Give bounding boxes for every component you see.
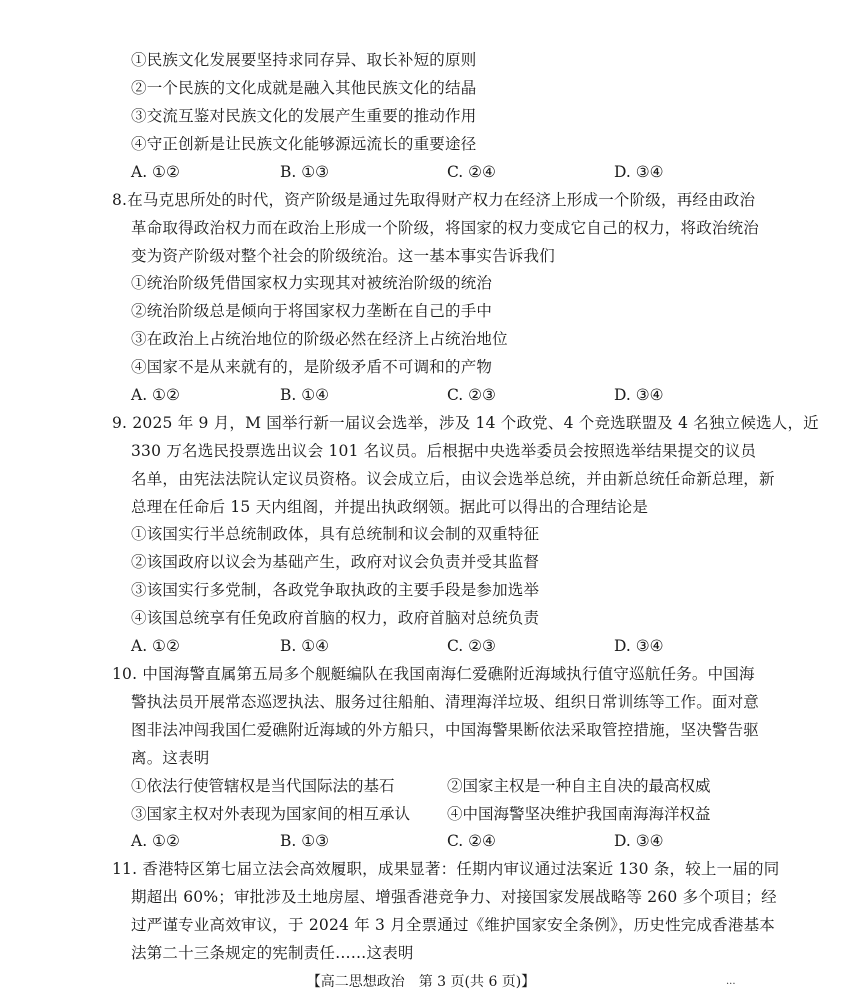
option-a: A. ①②	[131, 163, 180, 181]
q9-statement-3: ③该国实行多党制，各政党争取执政的主要手段是参加选举	[131, 581, 540, 599]
q10-stem-line-4: 离。这表明	[131, 749, 210, 767]
q9-stem-line-2: 330 万名选民投票选出议会 101 名议员。后根据中央选举委员会按照选举结果提交的议员	[131, 442, 757, 460]
option-c: C. ②④	[447, 163, 496, 181]
option-d: D. ③④	[614, 832, 664, 850]
q9-statement-1: ①该国实行半总统制政体，具有总统制和议会制的双重特征	[131, 525, 540, 543]
q10-statement-4: ④中国海警坚决维护我国南海海洋权益	[447, 805, 711, 823]
option-d: D. ③④	[614, 637, 664, 655]
q8-statement-2: ②统治阶级总是倾向于将国家权力垄断在自己的手中	[131, 302, 493, 320]
option-b: B. ①③	[280, 832, 330, 850]
option-a: A. ①②	[131, 637, 180, 655]
q10-stem-line-1: 10. 中国海警直属第五局多个舰艇编队在我国南海仁爱礁附近海域执行值守巡航任务。中国海	[112, 665, 755, 683]
q8-stem-line-2: 革命取得政治权力而在政治上形成一个阶级，将国家的权力变成它自己的权力，将政治统治	[131, 219, 760, 237]
q10-statement-1: ①依法行使管辖权是当代国际法的基石	[131, 777, 395, 795]
q9-statement-4: ④该国总统享有任免政府首脑的权力，政府首脑对总统负责	[131, 609, 540, 627]
q8-statement-1: ①统治阶级凭借国家权力实现其对被统治阶级的统治	[131, 274, 493, 292]
option-b: B. ①④	[280, 637, 330, 655]
q9-stem-line-4: 总理在任命后 15 天内组阁，并提出执政纲领。据此可以得出的合理结论是	[131, 498, 649, 516]
corner-mark: ...	[726, 976, 736, 987]
option-d: D. ③④	[614, 386, 664, 404]
q11-stem-line-3: 过严谨专业高效审议，于 2024 年 3 月全票通过《维护国家安全条例》，历史性完成香港基本	[131, 916, 775, 934]
prev-statement-3: ③交流互鉴对民族文化的发展产生重要的推动作用	[131, 107, 477, 125]
q8-stem-line-3: 变为资产阶级对整个社会的阶级统治。这一基本事实告诉我们	[131, 247, 555, 265]
q9-statement-2: ②该国政府以议会为基础产生，政府对议会负责并受其监督	[131, 553, 540, 571]
q10-stem-line-2: 警执法员开展常态巡逻执法、服务过往船舶、清理海洋垃圾、组织日常训练等工作。面对意	[131, 693, 760, 711]
q9-stem-line-3: 名单，由宪法法院认定议员资格。议会成立后，由议会选举总统，并由新总统任命新总理，新	[131, 470, 775, 488]
q8-statement-3: ③在政治上占统治地位的阶级必然在经济上占统治地位	[131, 330, 508, 348]
q10-statement-2: ②国家主权是一种自主自决的最高权威	[447, 777, 711, 795]
option-a: A. ①②	[131, 386, 180, 404]
prev-statement-4: ④守正创新是让民族文化能够源远流长的重要途径	[131, 135, 477, 153]
q9-stem-line-1: 9. 2025 年 9 月，M 国举行新一届议会选举，涉及 14 个政党、4 个竞选联盟及 4 名独立候选人，近	[112, 414, 819, 432]
q8-stem-line-1: 8.在马克思所处的时代，资产阶级是通过先取得财产权力在经济上形成一个阶级，再经由政治	[112, 191, 756, 209]
option-d: D. ③④	[614, 163, 664, 181]
q11-stem-line-1: 11. 香港特区第七届立法会高效履职，成果显著：任期内审议通过法案近 130 条，较上一届的同	[112, 860, 780, 878]
option-a: A. ①②	[131, 832, 180, 850]
q10-stem-line-3: 图非法冲闯我国仁爱礁附近海域的外方船只，中国海警果断依法采取管控措施，坚决警告驱	[131, 721, 760, 739]
option-c: C. ②③	[447, 637, 496, 655]
q8-statement-4: ④国家不是从来就有的，是阶级矛盾不可调和的产物	[131, 358, 493, 376]
q11-stem-line-2: 期超出 60%；审批涉及土地房屋、增强香港竞争力、对接国家发展战略等 260 多个项目；经	[131, 888, 777, 906]
q10-statement-3: ③国家主权对外表现为国家间的相互承认	[131, 805, 411, 823]
prev-statement-1: ①民族文化发展要坚持求同存异、取长补短的原则	[131, 51, 477, 69]
option-b: B. ①③	[280, 163, 330, 181]
page-footer: 【高二思想政治 第 3 页(共 6 页)】	[306, 974, 536, 990]
option-c: C. ②③	[447, 386, 496, 404]
q11-stem-line-4: 法第二十三条规定的宪制责任……这表明	[131, 944, 414, 962]
prev-statement-2: ②一个民族的文化成就是融入其他民族文化的结晶	[131, 79, 477, 97]
option-b: B. ①④	[280, 386, 330, 404]
option-c: C. ②④	[447, 832, 496, 850]
